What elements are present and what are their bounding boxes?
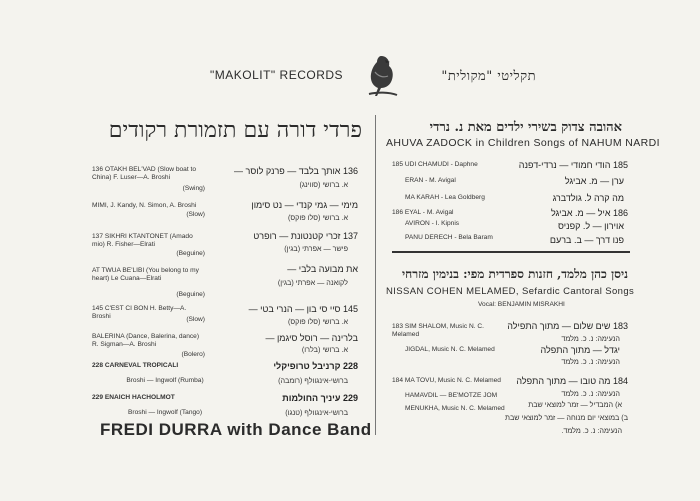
- left-entry-he: 145 סיי סי בון — הנרי בטי —: [248, 304, 358, 314]
- column-divider: [375, 115, 376, 435]
- left-entry-he2: ברושי-אינגוולף (רומבה): [278, 376, 348, 385]
- right-bottom-entry-en: 183 SIM SHALOM, Music N. C. Melamed: [392, 323, 484, 339]
- left-entry-style: (Swing): [182, 185, 205, 192]
- right-bottom-entry-en: 184 MA TOVU, Music N. C. Melamed: [392, 377, 501, 384]
- right-top-entry-he: 185 הודי חמודי — נרדי-דפנה: [518, 160, 628, 170]
- header-label-he: תקליטי "מקולית": [441, 69, 536, 84]
- right-bottom-entry-en: HAMAVDIL — BE'MOTZE JOM: [405, 392, 498, 399]
- left-title-he: פרדי דורה עם תזמורת רקודים: [108, 118, 362, 143]
- section-rule: [392, 251, 630, 253]
- left-entry-he2: א. ברושי (סווינג): [299, 180, 348, 189]
- right-bottom-vocal: Vocal: BENJAMIN MISRAKHI: [478, 301, 565, 308]
- left-entry-en: MIMI, J. Kandy, N. Simon, A. Broshi: [92, 202, 197, 209]
- left-entry-he: 136 אותך בלבד — פרנק לוסר —: [234, 166, 358, 176]
- right-top-entry-he: פנו דרך — ב. ברעם: [549, 235, 624, 245]
- left-entry-he: 137 זכרי קטנטונת — רופרט: [253, 231, 358, 241]
- right-top-entry-en: 185 UDI CHAMUDI - Daphne: [392, 161, 478, 168]
- left-entry-he2: לקואנה — אפרתי (בגין): [277, 278, 348, 287]
- left-entry-en: 137 SIKHRI KTANTONET (Amado mio) R. Fisher—Elrati: [92, 233, 193, 249]
- left-entry-style: (Slow): [186, 316, 205, 323]
- left-entry-en: 136 OTAKH BEL'VAD (Slow boat to China) F. Luser—A. Broshi: [92, 166, 196, 182]
- left-entry-en: 228 CARNEVAL TROPICALI: [92, 362, 179, 369]
- right-top-entry-en: 186 EYAL - M. Avigal: [392, 209, 454, 216]
- right-top-entry-en: ERAN - M. Avigal: [405, 177, 456, 184]
- left-entry-he2: א. ברושי (בלרו): [301, 345, 348, 354]
- right-bottom-entry-he2: הנעימה: נ. כ. מלמד: [561, 357, 620, 366]
- left-entry-style: (Beguine): [176, 250, 205, 257]
- right-top-entry-he: אוירון — ל. קפניס: [558, 221, 624, 231]
- right-bottom-entry-he2: הנעימה: נ. כ. מלמד: [561, 389, 620, 398]
- right-bottom-title-en: NISSAN COHEN MELAMED, Sefardic Cantoral Songs: [386, 286, 635, 297]
- left-entry-he: מימי — גמי קנדי — נט סימון: [251, 200, 358, 210]
- right-bottom-entry-he: ב) במוצאי יום מנוחה — זמר למוצאי שבת: [505, 413, 628, 422]
- right-top-entry-he: ערן — מ. אביגל: [564, 176, 624, 186]
- bird-logo-icon: [363, 52, 399, 100]
- right-bottom-title-he: ניסן כהן מלמד, חזנות ספרדית מפי: בנימין מזרחי: [402, 267, 628, 281]
- left-entry-he2: א. ברושי (סלו פוקס): [288, 317, 348, 326]
- right-bottom-entry-he2: הנעימה: נ. כ. מלמד.: [561, 426, 622, 435]
- right-top-entry-en: AVIRON - I. Kipnis: [405, 220, 460, 227]
- left-entry-style: (Bolero): [181, 351, 205, 358]
- right-bottom-entry-en: JIGDAL, Music N. C. Melamed: [405, 346, 495, 353]
- left-footer-title: FREDI DURRA with Dance Band: [100, 420, 372, 439]
- left-entry-en: 145 C'EST CI BON H. Betty—A. Broshi: [92, 305, 187, 321]
- right-top-entry-he: מה קרה ל. גולדברג: [552, 193, 624, 203]
- left-entry-he2: ברושי-אינגוולף (טנגו): [285, 408, 348, 417]
- right-top-entry-en: MA KARAH - Lea Goldberg: [405, 194, 485, 201]
- left-entry-he2: א. ברושי (סלו פוקס): [288, 213, 348, 222]
- left-entry-style: Broshi — Ingwolf (Rumba): [126, 377, 204, 384]
- header-label-en: "MAKOLIT" RECORDS: [210, 68, 344, 82]
- left-entry-en: AT TWUA BE'LIBI (You belong to my heart) Le Cuana—Elrati: [92, 267, 199, 283]
- right-bottom-entry-he: 183 שים שלום — מתוך התפילה: [507, 321, 628, 331]
- right-top-entry-he: 186 איל — מ. אביגל: [550, 208, 628, 218]
- left-entry-he: 228 קרניבל טרופיקלי: [273, 361, 358, 371]
- right-bottom-entry-he2: הנעימה: נ. כ. מלמד: [561, 334, 620, 343]
- left-entry-en: 229 ENAICH HACHOLMOT: [92, 394, 175, 401]
- right-bottom-entry-he: א) המבדיל — זמר למוצאי שבת: [528, 400, 622, 409]
- left-entry-en: BALERINA (Dance, Balerina, dance) R. Sigman—A. Broshi: [92, 333, 200, 349]
- left-entry-style: Broshi — Ingwolf (Tango): [127, 409, 203, 416]
- right-bottom-entry-he: יגדל — מתוך התפלה: [540, 345, 620, 355]
- left-entry-he: בלרינה — רוסל סיגמן —: [265, 333, 358, 343]
- right-bottom-entry-en: MENUKHA, Music N. C. Melamed: [405, 405, 505, 412]
- right-top-title-en: AHUVA ZADOCK in Children Songs of NAHUM NARDI: [386, 137, 660, 149]
- left-entry-he: את מבועה בלבי —: [287, 264, 358, 274]
- left-entry-he2: פישר — אפרתי (בגין): [284, 244, 348, 253]
- left-entry-style: (Beguine): [176, 291, 205, 298]
- left-entry-he: 229 עיניך החולמות: [282, 393, 358, 403]
- right-bottom-entry-he: 184 מה טובו — מתוך התפלה: [516, 376, 628, 386]
- right-top-title-he: אהובה צדוק בשירי ילדים מאת נ. נרדי: [429, 120, 622, 135]
- right-top-entry-en: PANU DERECH - Bela Baram: [405, 234, 493, 241]
- left-entry-style: (Slow): [186, 211, 205, 218]
